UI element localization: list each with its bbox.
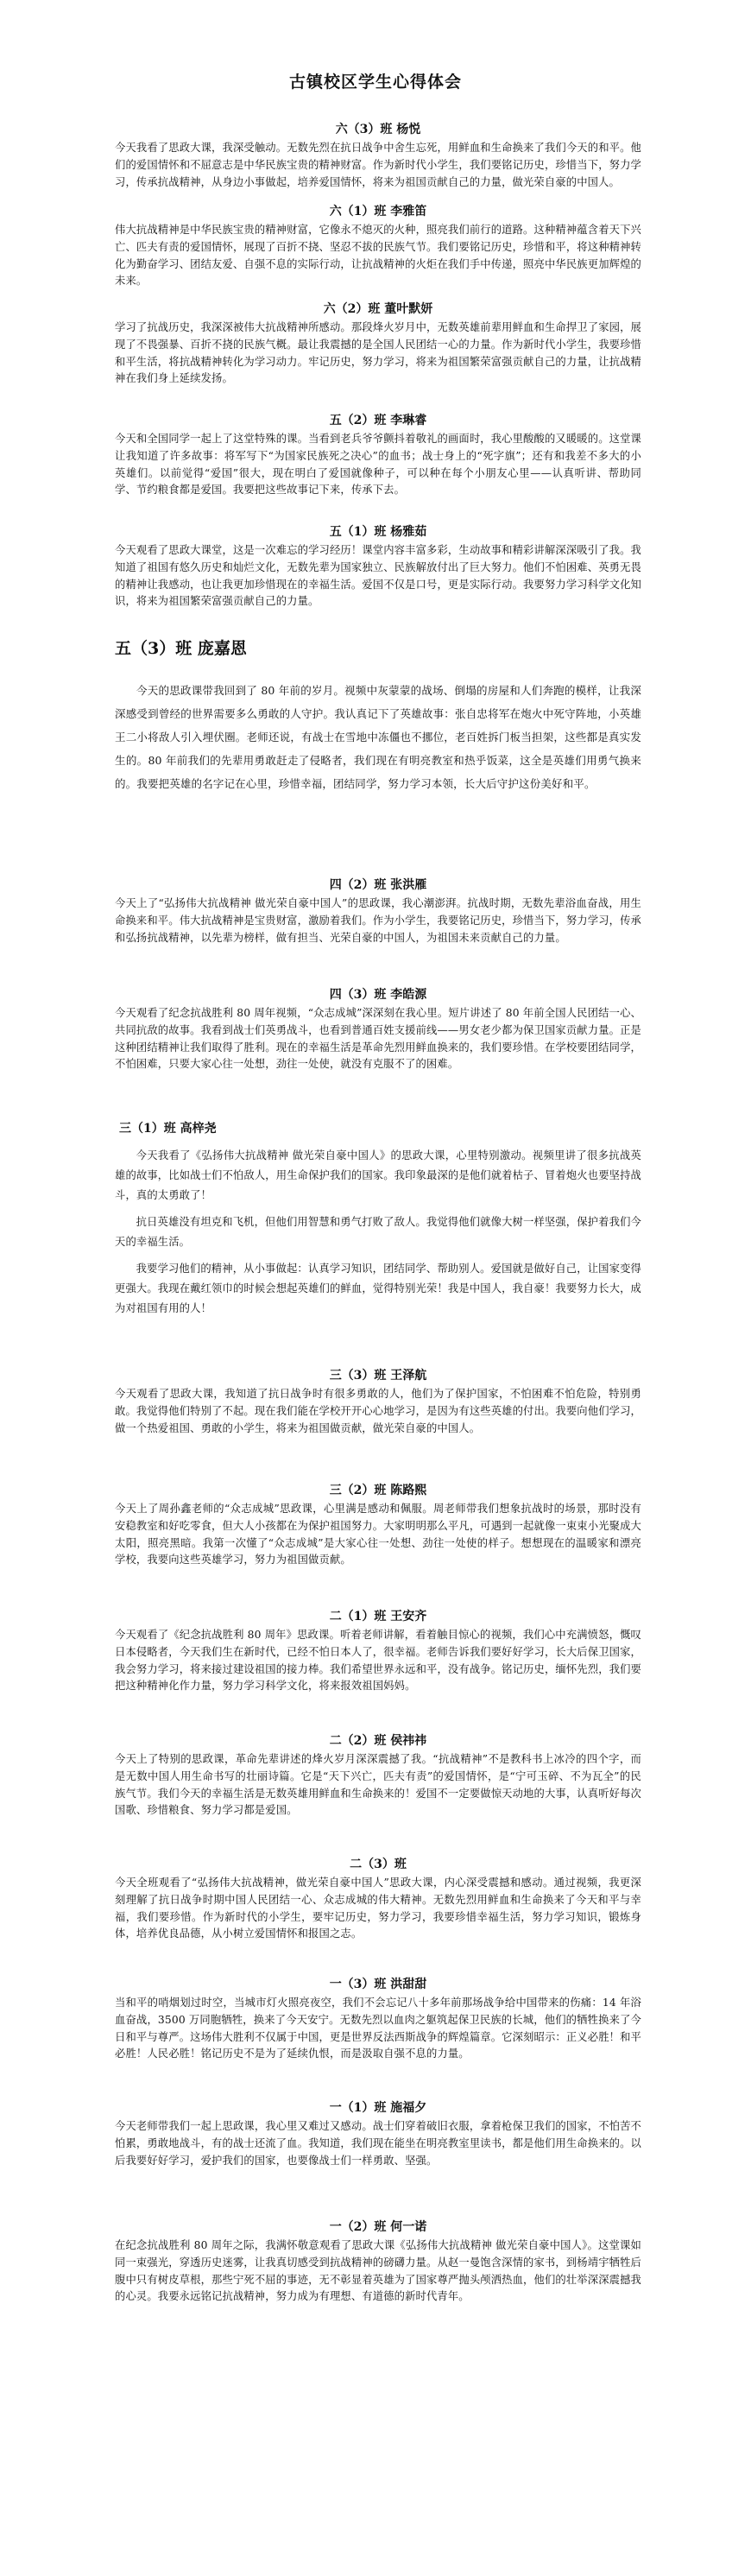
essay-section (115, 119, 641, 191)
essay-section (115, 875, 641, 946)
essay-paragraph: 今天和全国同学一起上了这堂特殊的课。当看到老兵爷爷颤抖着敬礼的画面时，我心里酸酸的又暖暖的。这堂课让我知道了许多故事：将军写下“为国家民族死之决心”的血书；战士身上的“死字旗”；还有和我差不多大的小英雄们。以前觉得“爱国”很大，现在明白了爱国就像种子，可以种在每个小朋友心里——认真听讲、帮助同学、节约粮食都是爱国。我要把这些故事记下来，传承下去。 (115, 433, 641, 497)
essay-paragraph: 我要学习他们的精神，从小事做起：认真学习知识，团结同学、帮助别人。爱国就是做好自己，让国家变得更强大。我现在戴红领巾的时候会想起英雄们的鲜血，觉得特别光荣！我是中国人，我自豪！我要努力长大，成为对祖国有用的人！ (115, 1263, 641, 1314)
essay-section (115, 2098, 641, 2169)
essay-heading: 二（1）班 王安齐 (329, 1610, 427, 1623)
essay-paragraph: 抗日英雄没有坦克和飞机，但他们用智慧和勇气打败了敌人。我觉得他们就像大树一样坚强，保护着我们今天的幸福生活。 (115, 1216, 641, 1248)
essay-paragraph: 学习了抗战历史，我深深被伟大抗战精神所感动。那段烽火岁月中，无数英雄前辈用鲜血和生命捍卫了家园，展现了不畏强暴、百折不挠的民族气概。最让我震撼的是全国人民团结一心的力量。作为新时代小学生，我要珍惜和平生活，将抗战精神转化为学习动力。牢记历史，努力学习，将来为祖国繁荣富强贡献自己的力量，让抗战精神在我们身上延续发扬。 (115, 321, 641, 385)
essay-heading: 六（3）班 杨悦 (335, 123, 421, 136)
essay-heading: 五（1）班 杨雅茹 (329, 525, 427, 539)
essay-section (115, 2217, 641, 2306)
essay-paragraph: 伟大抗战精神是中华民族宝贵的精神财富，它像永不熄灭的火种，照亮我们前行的道路。这种精神蕴含着天下兴亡、匹夫有责的爱国情怀，展现了百折不挠、坚忍不拔的民族气节。我们要铭记历史，珍惜和平，将这种精神转化为勤奋学习、团结友爱、自强不息的实际行动，让抗战精神的火炬在我们手中传递，照亮中华民族更加辉煌的未来。 (115, 224, 641, 288)
essay-section (115, 1731, 641, 1820)
document-title: 古镇校区学生心得体会 (288, 73, 462, 92)
essay-section (115, 201, 641, 290)
essay-paragraph: 今天观看了思政大课，我知道了抗日战争时有很多勇敢的人，他们为了保护国家，不怕困难不怕危险，特别勇敢。我觉得他们特别了不起。现在我们能在学校开开心心地学习，是因为有这些英雄的付出。我要向他们学习，做一个热爱祖国、勇敢的小学生，将来为祖国做贡献，做光荣自豪的中国人。 (115, 1388, 641, 1434)
essay-paragraph: 在纪念抗战胜利 80 周年之际，我满怀敬意观看了思政大课《弘扬伟大抗战精神 做光荣自豪中国人》。这堂课如同一束强光，穿透历史迷雾，让我真切感受到抗战精神的磅礴力量。从赵一曼饱含深情的家书，到杨靖宇牺牲后腹中只有树皮草根，那些宁死不屈的事迹，无不彰显着英雄为了国家尊严抛头颅洒热血，他们的壮举深深震撼我的心灵。我要永远铭记抗战精神，努力成为有理想、有道德的新时代青年。 (115, 2239, 641, 2303)
essay-paragraph: 今天我看了思政大课，我深受触动。无数先烈在抗日战争中舍生忘死，用鲜血和生命换来了我们今天的和平。他们的爱国情怀和不屈意志是中华民族宝贵的精神财富。作为新时代小学生，我们要铭记历史，珍惜当下，努力学习，传承抗战精神，从身边小事做起，培养爱国情怀，将来为祖国贡献自己的力量，做光荣自豪的中国人。 (115, 142, 641, 188)
essay-paragraph: 今天老师带我们一起上思政课，我心里又难过又感动。战士们穿着破旧衣服，拿着枪保卫我们的国家，不怕苦不怕累，勇敢地战斗，有的战士还流了血。我知道，我们现在能坐在明亮教室里读书，都是他们用生命换来的。以后我要好好学习，爱护我们的国家，也要像战士们一样勇敢、坚强。 (115, 2120, 641, 2167)
essay-paragraph: 今天的思政课带我回到了 80 年前的岁月。视频中灰蒙蒙的战场、倒塌的房屋和人们奔跑的模样，让我深深感受到曾经的世界需要多么勇敢的人守护。我认真记下了英雄故事：张自忠将军在炮火中死守阵地，小英雄王二小将敌人引入埋伏圈。老师还说，有战士在雪地中冻僵也不挪位，老百姓拆门板当担架，这些都是真实发生的。80 年前我们的先辈用勇敢赶走了侵略者，我们现在有明亮教室和热乎饭菜，这全是英雄们用勇气换来的。我要把英雄的名字记在心里，珍惜幸福，团结同学，努力学习本领，长大后守护这份美好和平。 (115, 684, 641, 790)
essay-section (115, 1606, 641, 1695)
essay-section (115, 1974, 641, 2063)
essay-heading: 三（3）班 王泽航 (329, 1369, 427, 1383)
essay-section (115, 636, 641, 795)
essay-heading: 六（2）班 董叶默妍 (323, 302, 433, 316)
essay-section (115, 1854, 641, 1943)
essay-heading: 二（2）班 侯祎祎 (329, 1734, 427, 1748)
essay-heading: 四（3）班 李皓源 (329, 988, 427, 1002)
essay-heading: 五（2）班 李琳睿 (329, 414, 427, 427)
essay-heading: 一（2）班 何一诺 (329, 2220, 427, 2234)
essay-paragraph: 今天上了“弘扬伟大抗战精神 做光荣自豪中国人”的思政课，我心潮澎湃。抗战时期，无数先辈浴血奋战，用生命换来和平。伟大抗战精神是宝贵财富，激励着我们。作为小学生，我要铭记历史，珍惜当下，努力学习，传承和弘扬抗战精神，以先辈为榜样，做有担当、光荣自豪的中国人，为祖国未来贡献自己的力量。 (115, 897, 641, 944)
essay-heading: 二（3）班 (350, 1858, 407, 1871)
essay-paragraph: 今天观看了《纪念抗战胜利 80 周年》思政课。听着老师讲解，看着触目惊心的视频，我们心中充满愤怒，慨叹日本侵略者，今天我们生在新时代，已经不怕日本人了，很幸福。老师告诉我们要好好学习，长大后保卫国家，我会努力学习，将来接过建设祖国的接力棒。我们希望世界永远和平，没有战争。铭记历史，缅怀先烈，我们要把这种精神化作力量，努力学习科学文化，将来报效祖国妈妈。 (115, 1629, 641, 1693)
essay-paragraph: 今天观看了纪念抗战胜利 80 周年视频，“众志成城”深深刻在我心里。短片讲述了 80 年前全国人民团结一心、共同抗敌的故事。我看到战士们英勇战斗，也看到普通百姓支援前线——男女老少都为保卫国家贡献力量。正是这种团结精神让我们取得了胜利。现在的幸福生活是革命先烈用鲜血换来的，我们要珍惜。在学校要团结同学，不怕困难，只要大家心往一处想，劲往一处使，就没有克服不了的困难。 (115, 1007, 641, 1071)
essay-paragraph: 今天全班观看了“弘扬伟大抗战精神，做光荣自豪中国人”思政大课，内心深受震撼和感动。通过视频，我更深刻理解了抗日战争时期中国人民团结一心、众志成城的伟大精神。无数先烈用鲜血和生命换来了今天和平与幸福，我们要珍惜。作为新时代的小学生，要牢记历史，努力学习，我要珍惜幸福生活，努力学习知识，锻炼身体，培养优良品德，从小树立爱国情怀和报国之志。 (115, 1877, 641, 1940)
essay-heading: 一（3）班 洪甜甜 (329, 1978, 427, 1991)
essay-section (115, 1118, 641, 1326)
essay-section (115, 299, 641, 388)
essay-heading: 五（3）班 庞嘉恩 (115, 639, 247, 658)
essay-section (115, 1365, 641, 1437)
essay-paragraph: 当和平的哨烟划过时空，当城市灯火照亮夜空，我们不会忘记八十多年前那场战争给中国带来的伤痛：14 年浴血奋战，3500 万同胞牺牲，换来了今天安宁。无数先烈以血肉之躯筑起保卫民族的长城，他们的牺牲换来了今日和平与尊严。这场伟大胜利不仅属于中国，更是世界反法西斯战争的辉煌篇章。它深刻昭示：正义必胜！和平必胜！人民必胜！铭记历史不是为了延续仇恨，而是汲取自强不息的力量。 (115, 1997, 641, 2060)
essay-paragraph: 今天上了周孙鑫老师的“众志成城”思政课，心里满是感动和佩服。周老师带我们想象抗战时的场景，那时没有安稳教室和好吃零食，但大人小孩都在为保护祖国努力。大家明明那么平凡，可遇到一起就像一束束小光聚成大太阳，照亮黑暗。我第一次懂了“众志成城”是大家心往一处想、劲往一处使的样子。想想现在的温暖家和漂亮学校，我要向这些英雄学习，努力为祖国做贡献。 (115, 1503, 641, 1566)
essay-section (115, 984, 641, 1073)
essay-paragraph: 今天我看了《弘扬伟大抗战精神 做光荣自豪中国人》的思政大课，心里特别激动。视频里讲了很多抗战英雄的故事，比如战士们不怕敌人，用生命保护我们的国家。我印象最深的是他们就着枯子、冒着炮火也要坚持战斗，真的太勇敢了！ (115, 1149, 641, 1201)
essay-heading: 三（2）班 陈路熙 (329, 1484, 427, 1497)
essay-section (115, 522, 641, 611)
essay-section (115, 1480, 641, 1569)
essay-paragraph: 今天上了特别的思政课，革命先辈讲述的烽火岁月深深震撼了我。“抗战精神”不是教科书上冰冷的四个字，而是无数中国人用生命书写的壮丽诗篇。它是“天下兴亡，匹夫有责”的爱国情怀，是“宁可玉碎、不为瓦全”的民族气节。我们今天的幸福生活是无数英雄用鲜血和生命换来的！爱国不一定要做惊天动地的大事，认真听好每次国歌、珍惜粮食、努力学习都是爱国。 (115, 1753, 641, 1817)
essay-section (115, 410, 641, 499)
essay-heading: 三（1）班 高梓尧 (119, 1122, 217, 1136)
essay-heading: 六（1）班 李雅笛 (329, 205, 427, 218)
essay-paragraph: 今天观看了思政大课堂，这是一次难忘的学习经历！课堂内容丰富多彩，生动故事和精彩讲解深深吸引了我。我知道了祖国有悠久历史和灿烂文化，无数先辈为国家独立、民族解放付出了巨大努力。他们不怕困难、英勇无畏的精神让我感动，也让我更加珍惜现在的幸福生活。爱国不仅是口号，更是实际行动。我要努力学习科学文化知识，将来为祖国繁荣富强贡献自己的力量。 (115, 544, 641, 608)
essay-heading: 一（1）班 施福夕 (329, 2101, 427, 2115)
essay-heading: 四（2）班 张洪雁 (329, 878, 427, 892)
